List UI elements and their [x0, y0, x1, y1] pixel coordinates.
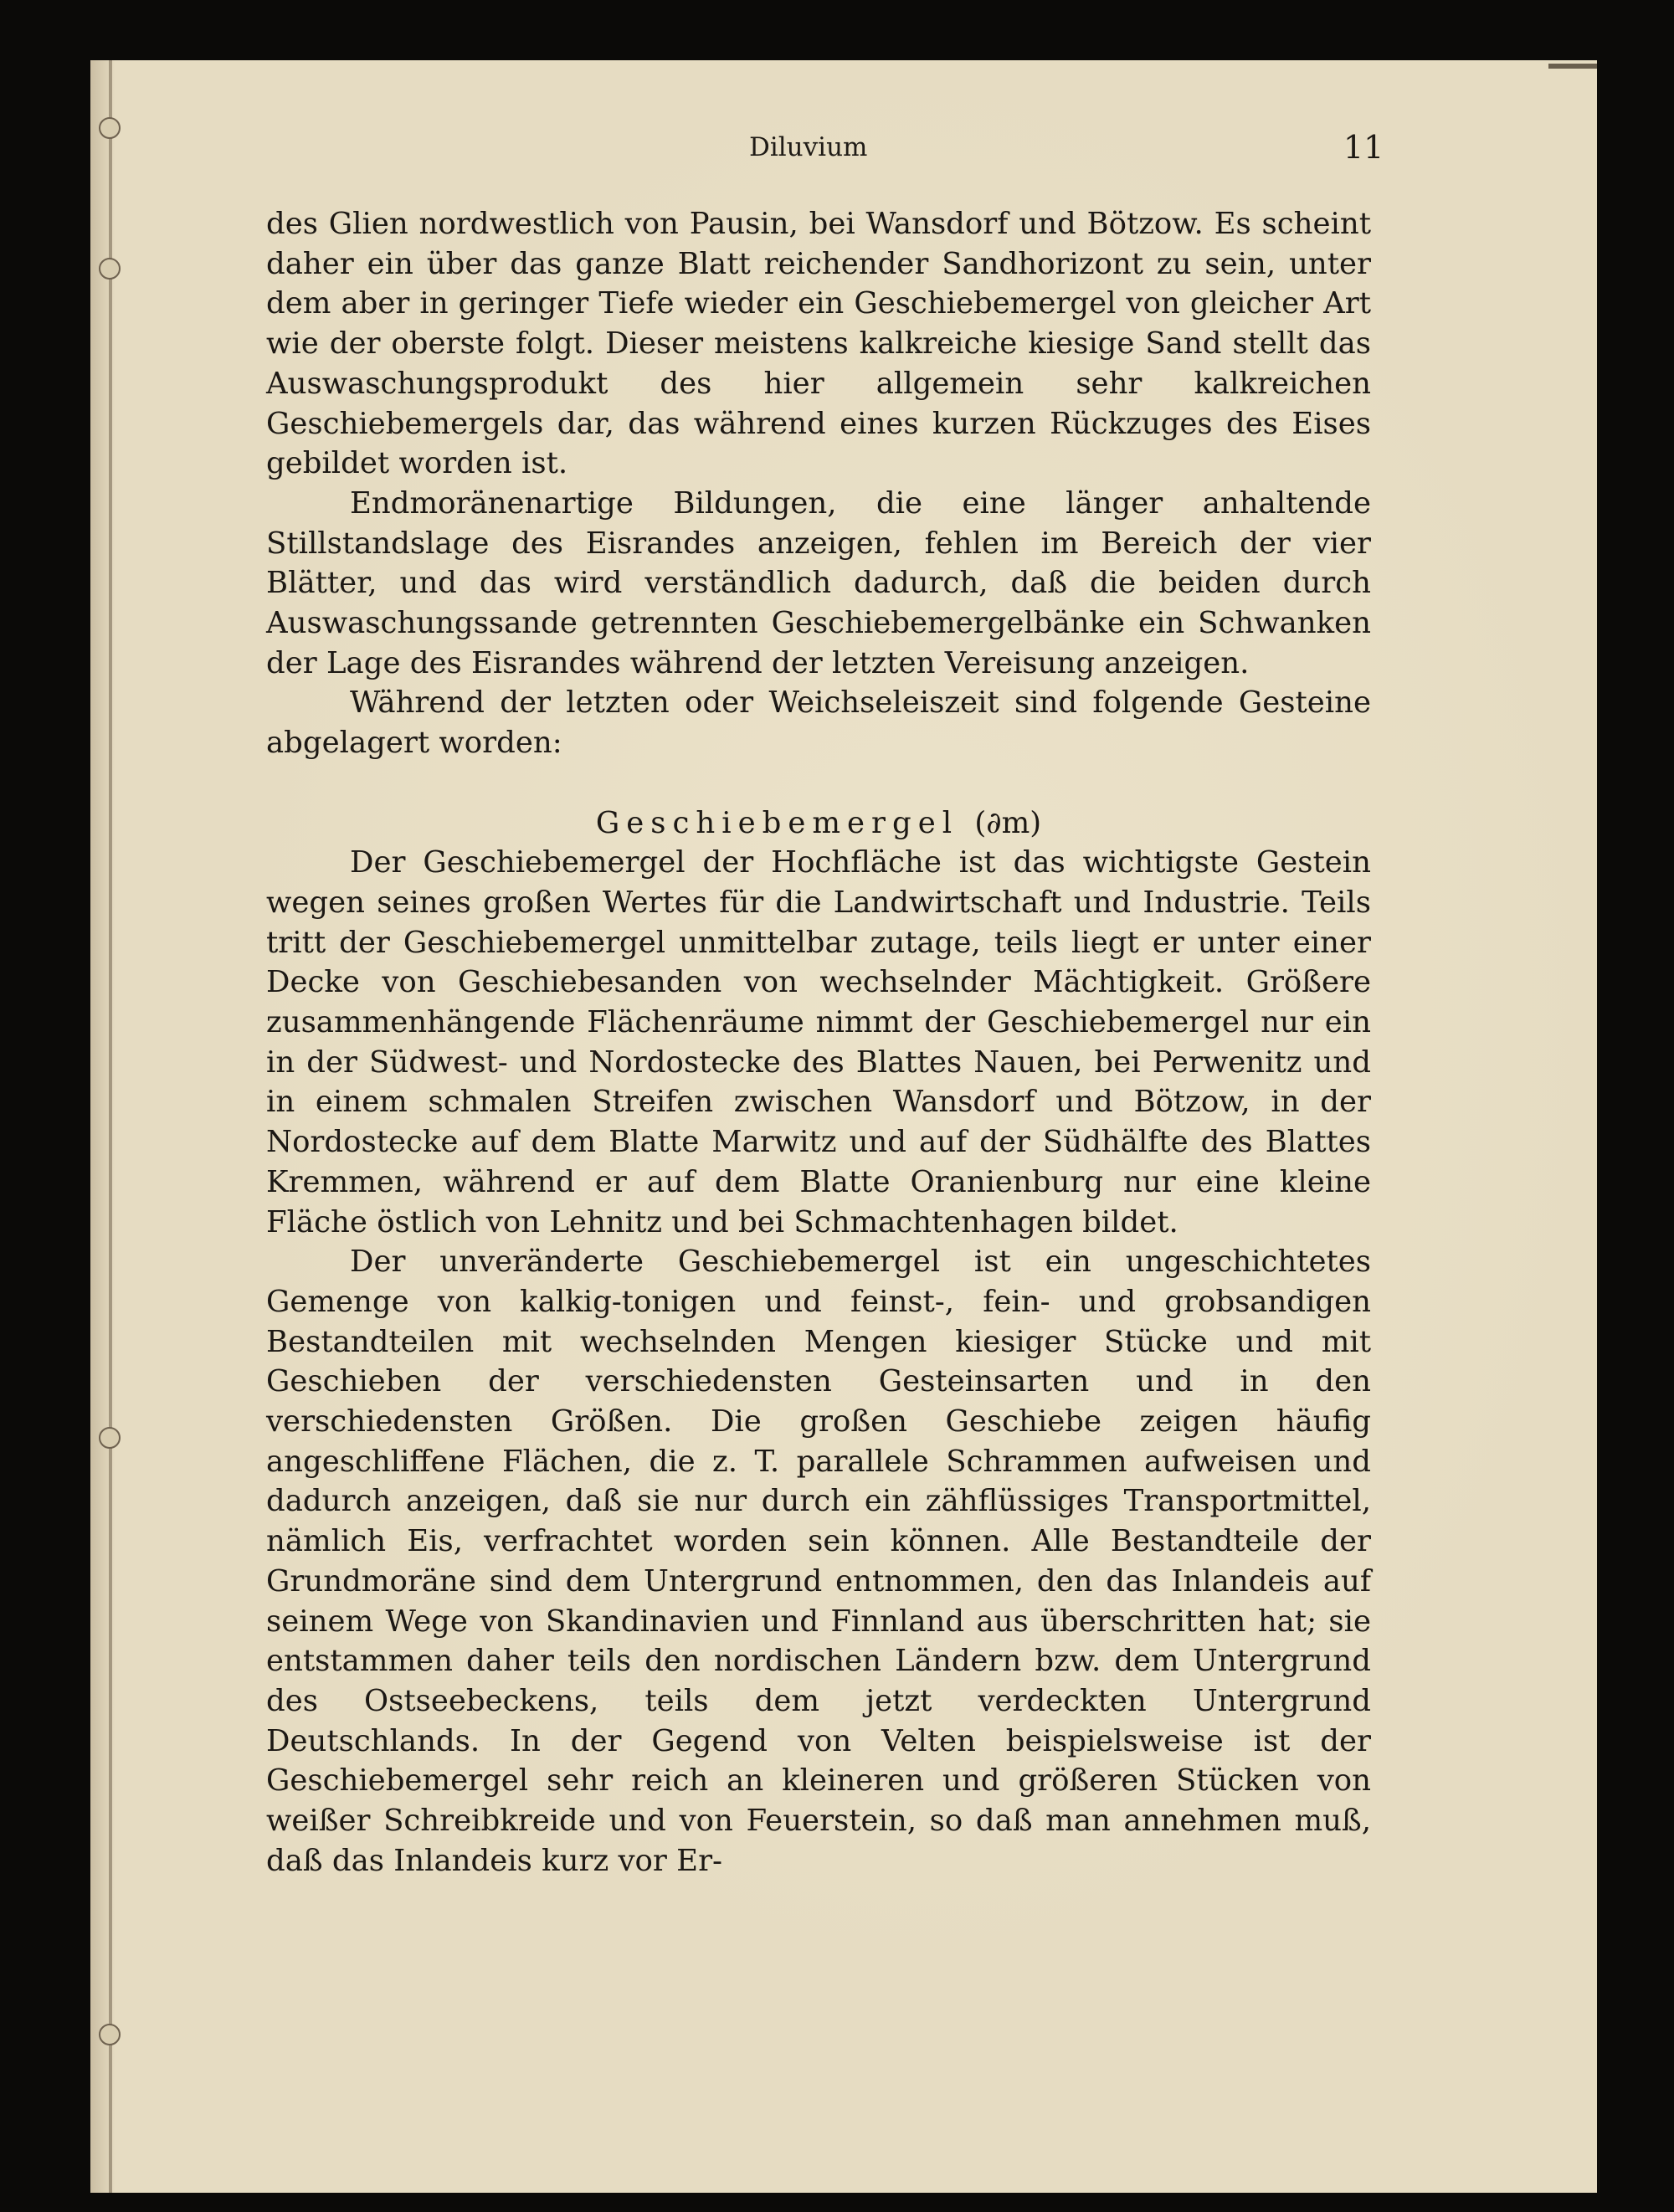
running-head: Diluvium	[749, 132, 868, 162]
section-title: Geschiebemergel	[595, 805, 959, 840]
paragraph: Der unveränderte Geschiebemergel ist ein ungeschichtetes Gemenge von kalkig-tonigen und feinst-, fein- und grobsandigen Bestandteilen mit wechselnden Mengen kiesiger Stücke und mit Geschieben der verschiedensten Gesteinsarten und in den verschiedensten Größen. Die großen Geschiebe zeigen häufig angeschliffene Flächen, die z. T. parallele Schrammen aufweisen und dadurch anzeigen, daß sie nur durch ein zähflüssiges Transportmittel, nämlich Eis, verfrachtet worden sein können. Alle Bestandteile der Grundmoräne sind dem Untergrund entnommen, den das Inlandeis auf seinem Wege von Skandinavien und Finnland aus überschritten hat; sie entstammen daher teils den nordischen Ländern bzw. dem Untergrund des Ostseebeckens, teils dem jetzt verdeckten Untergrund Deutschlands. In der Gegend von Velten beispielsweise ist der Geschiebemergel sehr reich an kleineren und größeren Stücken von weißer Schreibkreide und von Feuerstein, so daß man annehmen muß, daß das Inlandeis kurz vor Er-	[266, 1245, 1371, 1878]
page-number: 11	[1343, 129, 1384, 166]
paragraph: des Glien nordwestlich von Pausin, bei Wansdorf und Bötzow. Es scheint daher ein über das ganze Blatt reichender Sandhorizont zu sein, unter dem aber in geringer Tiefe wieder ein Geschiebemergel von gleicher Art wie der oberste folgt. Dieser meistens kalkreiche kiesige Sand stellt das Auswaschungsprodukt des hier allgemein sehr kalkreichen Geschiebemergels dar, das während eines kurzen Rückzuges des Eises gebildet worden ist.	[266, 207, 1371, 481]
binding-hole	[99, 258, 121, 280]
page-edge	[1548, 64, 1597, 69]
section-heading	[266, 803, 1371, 844]
binding-hole	[99, 1427, 121, 1449]
paragraph: Während der letzten oder Weichseleiszeit sind folgende Gesteine abgelagert worden:	[266, 685, 1371, 761]
paragraph: Endmoränenartige Bildungen, die eine länger anhaltende Stillstandslage des Eisrandes anzeigen, fehlen im Bereich der vier Blätter, und das wird verständlich dadurch, daß die beiden durch Auswaschungssande getrennten Geschiebemergelbänke ein Schwanken der Lage des Eisrandes während der letzten Vereisung anzeigen.	[266, 485, 1371, 680]
paragraph: Der Geschiebemergel der Hochfläche ist das wichtigste Gestein wegen seines großen Wertes für die Landwirtschaft und Industrie. Teils tritt der Geschiebemergel unmittelbar zutage, teils liegt er unter einer Decke von Geschiebesanden von wechselnder Mächtigkeit. Größere zusammenhängende Flächenräume nimmt der Geschiebemergel nur ein in der Südwest- und Nordostecke des Blattes Nauen, bei Perwenitz und in einem schmalen Streifen zwischen Wansdorf und Bötzow, in der Nordostecke auf dem Blatte Marwitz und auf der Südhälfte des Blattes Kremmen, während er auf dem Blatte Oranienburg nur eine kleine Fläche östlich von Lehnitz und bei Schmachtenhagen bildet.	[266, 845, 1371, 1239]
section-symbol: (∂m)	[974, 805, 1042, 840]
binding-hole	[99, 2024, 121, 2045]
page-header	[0, 127, 1674, 177]
binding-fold	[109, 60, 112, 2193]
body-text	[266, 204, 1371, 1881]
